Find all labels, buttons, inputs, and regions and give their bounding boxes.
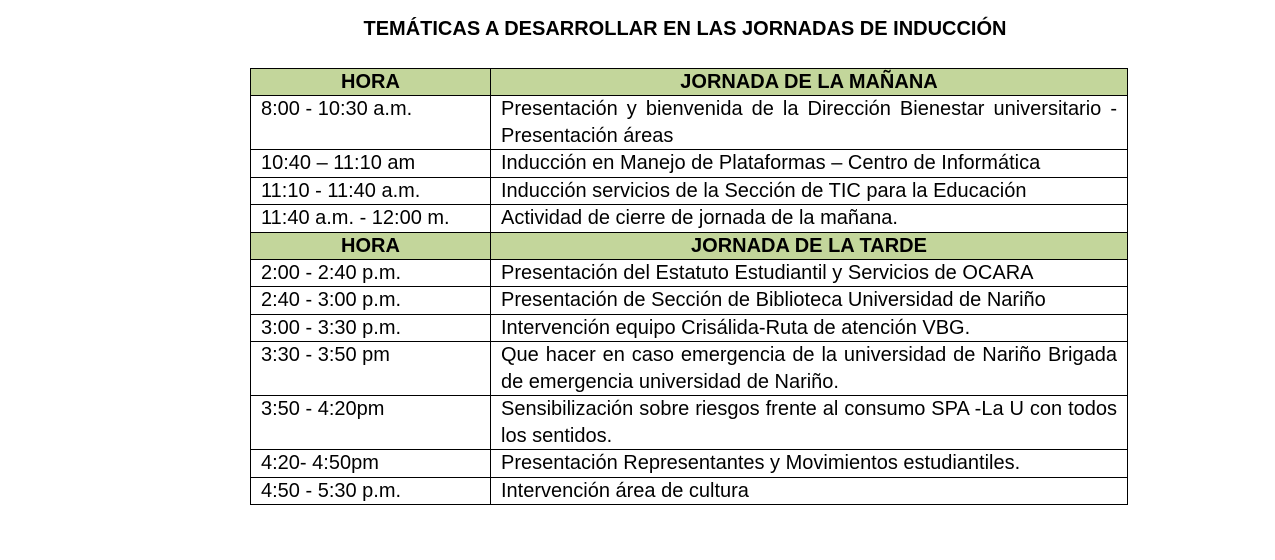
topic-cell: Actividad de cierre de jornada de la mañana.	[491, 205, 1128, 233]
topic-cell: Intervención área de cultura	[491, 477, 1128, 505]
time-cell: 11:40 a.m. - 12:00 m.	[251, 205, 491, 233]
morning-section	[251, 69, 1128, 233]
time-cell: 11:10 - 11:40 a.m.	[251, 177, 491, 205]
time-cell: 8:00 - 10:30 a.m.	[251, 96, 491, 150]
time-cell: 3:00 - 3:30 p.m.	[251, 314, 491, 342]
schedule-table	[250, 68, 1128, 505]
topic-cell: Presentación del Estatuto Estudiantil y Servicios de OCARA	[491, 259, 1128, 287]
table-row	[251, 314, 1128, 342]
afternoon-header: JORNADA DE LA TARDE	[491, 232, 1128, 259]
table-row	[251, 150, 1128, 178]
topic-cell: Sensibilización sobre riesgos frente al consumo SPA -La U con todos los sentidos.	[491, 396, 1128, 450]
time-cell: 4:50 - 5:30 p.m.	[251, 477, 491, 505]
time-cell: 2:40 - 3:00 p.m.	[251, 287, 491, 315]
topic-cell: Inducción en Manejo de Plataformas – Centro de Informática	[491, 150, 1128, 178]
hour-header: HORA	[251, 232, 491, 259]
document-title: TEMÁTICAS A DESARROLLAR EN LAS JORNADAS DE INDUCCIÓN	[363, 18, 1007, 40]
time-cell: 3:50 - 4:20pm	[251, 396, 491, 450]
time-cell: 10:40 – 11:10 am	[251, 150, 491, 178]
afternoon-header-row	[251, 232, 1128, 259]
topic-cell: Presentación y bienvenida de la Dirección Bienestar universitario - Presentación áreas	[491, 96, 1128, 150]
table-row	[251, 205, 1128, 233]
table-row	[251, 342, 1128, 396]
topic-cell: Inducción servicios de la Sección de TIC para la Educación	[491, 177, 1128, 205]
topic-cell: Que hacer en caso emergencia de la universidad de Nariño Brigada de emergencia universidad de Nariño.	[491, 342, 1128, 396]
time-cell: 4:20- 4:50pm	[251, 450, 491, 478]
morning-header: JORNADA DE LA MAÑANA	[491, 69, 1128, 96]
hour-header: HORA	[251, 69, 491, 96]
topic-cell: Presentación de Sección de Biblioteca Universidad de Nariño	[491, 287, 1128, 315]
table-row	[251, 450, 1128, 478]
table-row	[251, 477, 1128, 505]
time-cell: 2:00 - 2:40 p.m.	[251, 259, 491, 287]
morning-header-row	[251, 69, 1128, 96]
table-row	[251, 259, 1128, 287]
table-row	[251, 287, 1128, 315]
table-row	[251, 396, 1128, 450]
table-row	[251, 177, 1128, 205]
table-row	[251, 96, 1128, 150]
time-cell: 3:30 - 3:50 pm	[251, 342, 491, 396]
topic-cell: Presentación Representantes y Movimientos estudiantiles.	[491, 450, 1128, 478]
topic-cell: Intervención equipo Crisálida-Ruta de atención VBG.	[491, 314, 1128, 342]
afternoon-section	[251, 232, 1128, 505]
